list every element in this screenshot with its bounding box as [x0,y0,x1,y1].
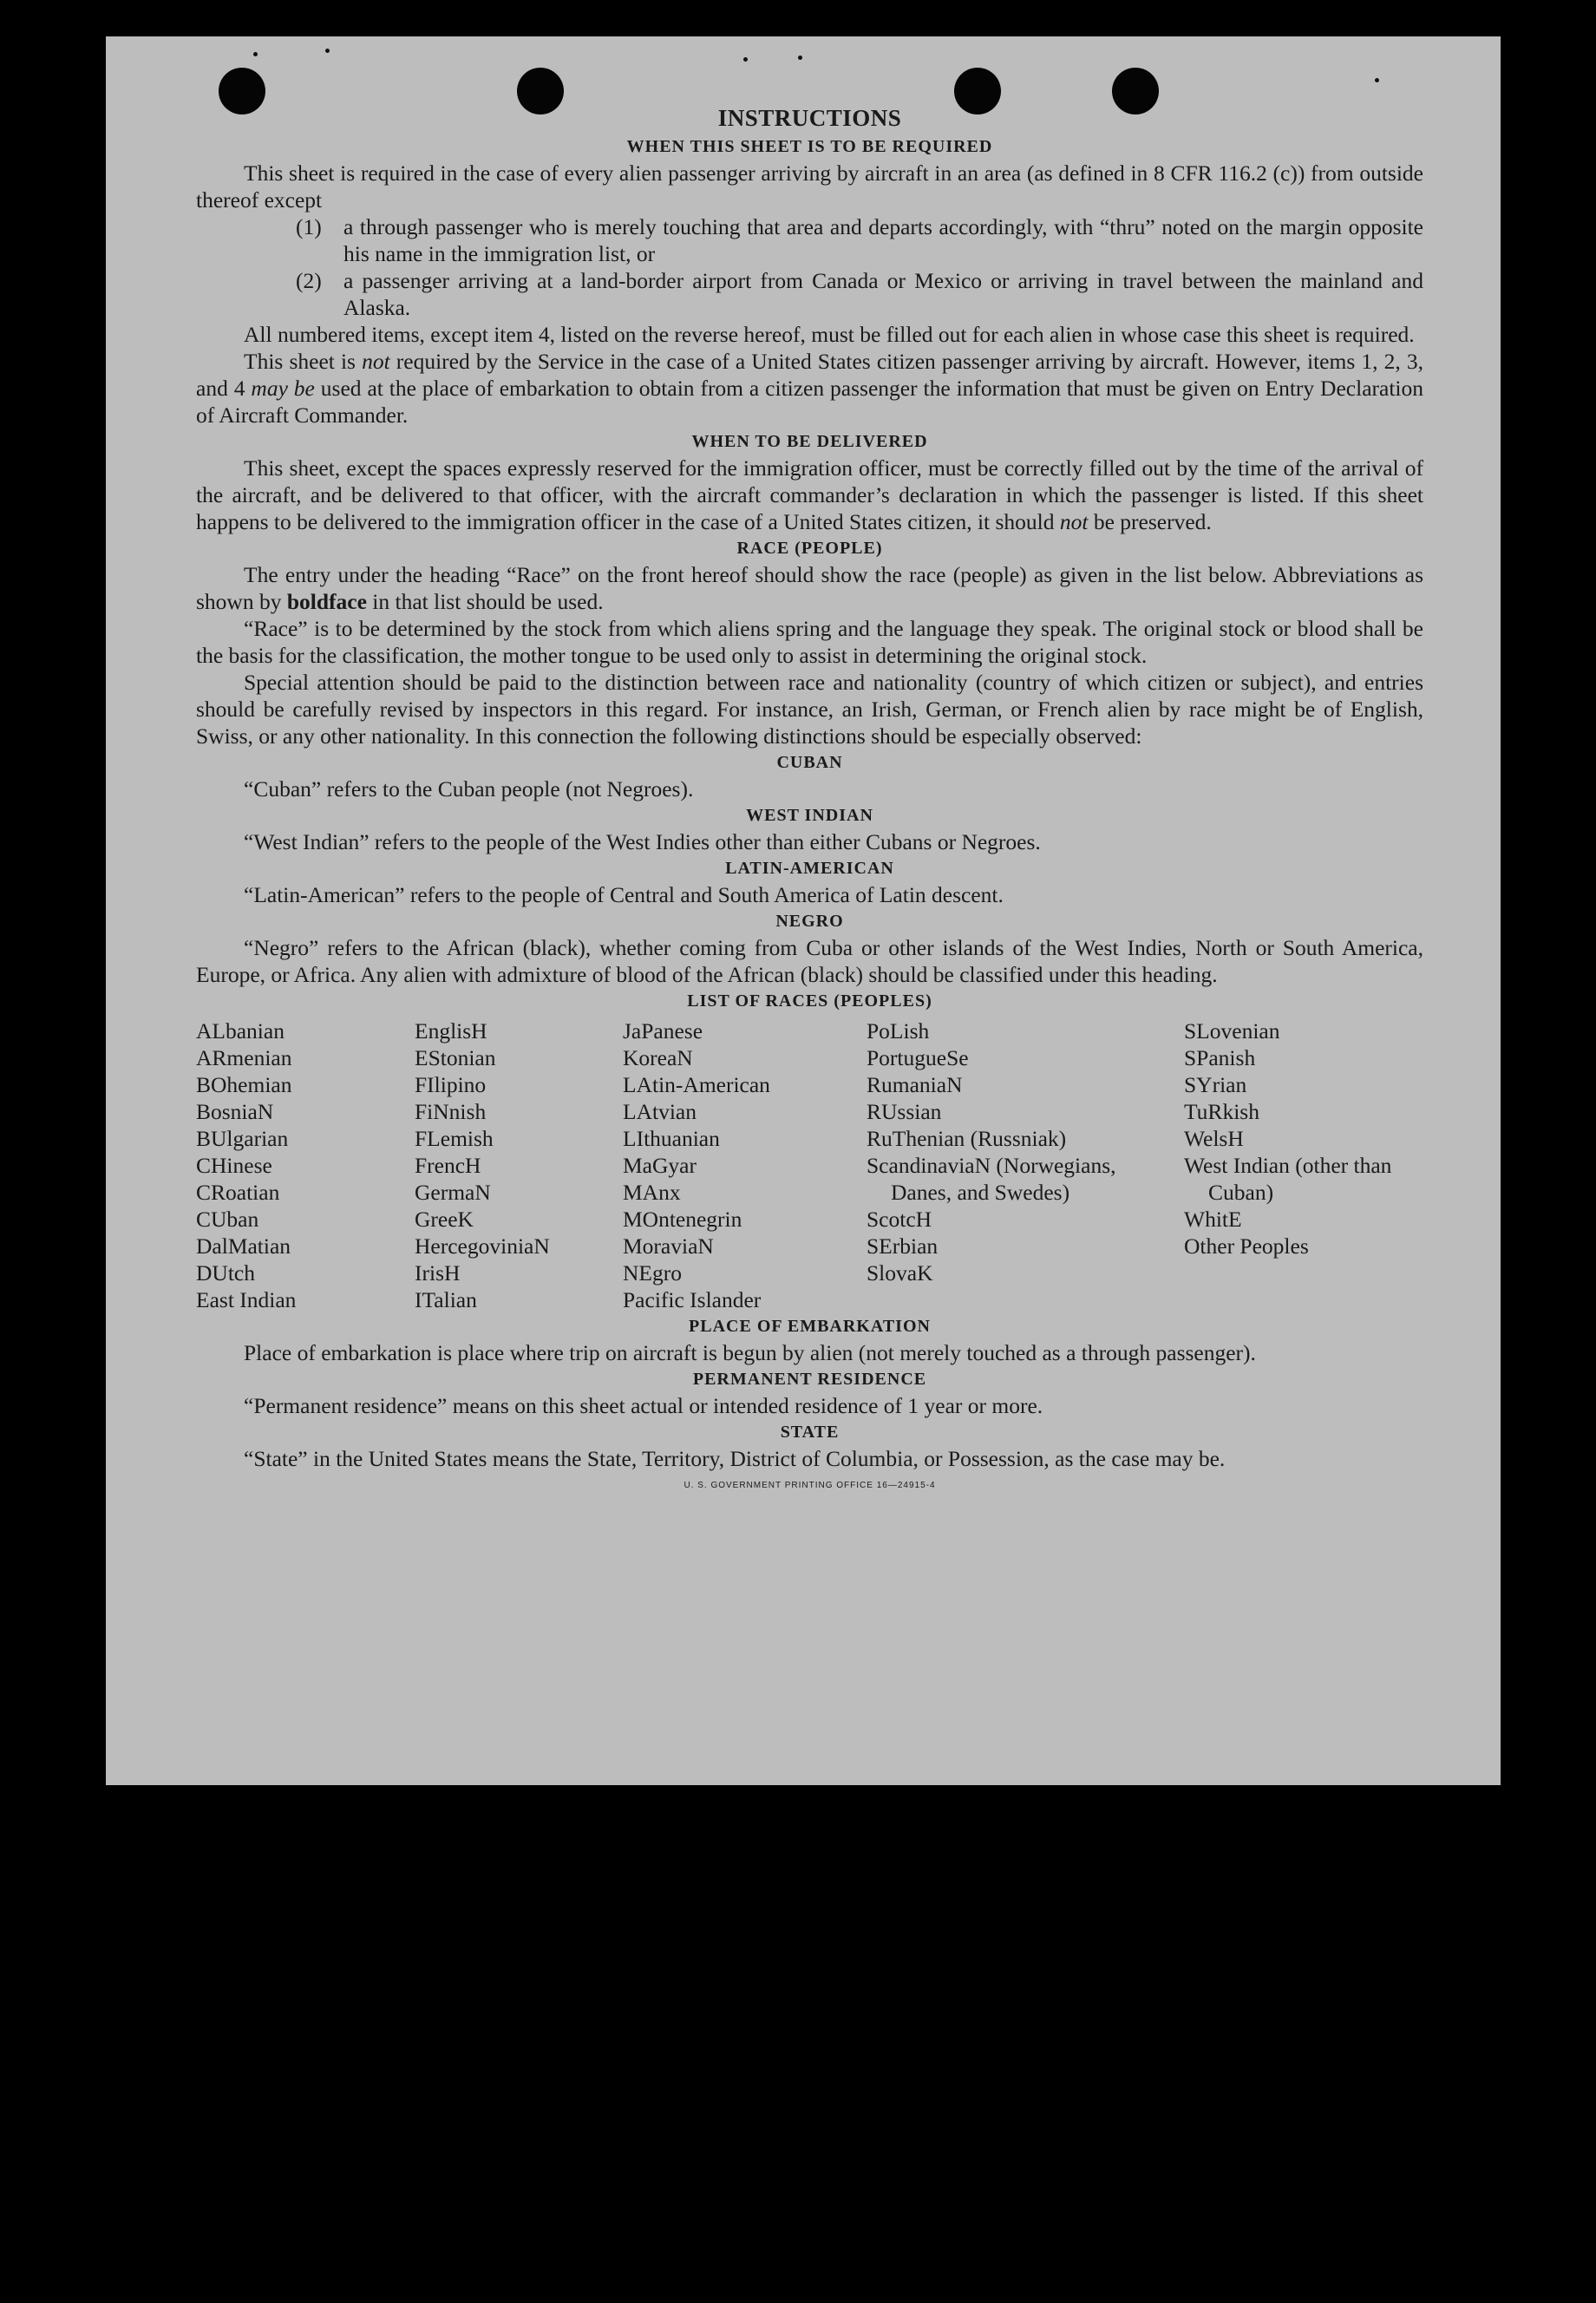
paragraph: Special attention should be paid to the distinction between race and nationality (country of which citizen or subject), and entries should be carefully revised by inspectors in this regard. For instance, an Irish, German, or French alien by race might be of English, Swiss, or any other nationality. In this connection the following distinctions should be especially observed: [196,670,1423,749]
race-entry: FIlipino [415,1072,487,1097]
race-entry: West Indian (other than Cuban) [1184,1153,1392,1205]
heading-race: RACE (PEOPLE) [736,539,883,558]
race-entry: Pacific Islander [623,1287,762,1312]
text-run: be preserved. [1088,509,1212,534]
paragraph: “Latin-American” refers to the people of Central and South America of Latin descent. [244,882,1004,907]
item-text: a through passenger who is merely touching that area and departs accordingly, with “thru” noted on the margin opposite his name in the immigration list, or [343,214,1423,266]
race-column [415,1017,623,1313]
paragraph: This sheet is required in the case of every alien passenger arriving by aircraft in an area (as defined in 8 CFR 116.2 (c)) from outside thereof except [196,160,1423,213]
race-entry: SYrian [1184,1072,1247,1097]
italic-text: not [362,349,390,374]
race-entry: DUtch [196,1260,255,1286]
paragraph [196,348,1423,429]
text-run: required by the Service in the case of a United States citizen passenger arriving by aircraft. However, items 1, 2, 3, and 4 [196,349,1423,401]
race-entry: GreeK [415,1207,474,1232]
race-entry: TuRkish [1184,1099,1259,1124]
race-entry: MoraviaN [623,1233,714,1259]
bold-text: boldface [286,589,367,614]
text-run: This sheet, except the spaces expressly reserved for the immigration officer, must be correctly filled out by the time of the arrival of the aircraft, and be delivered to that officer, with the aircraft commander’s declaration in which the passenger is listed. If this sheet happens to be delivered to the immigration officer in the case of a United States citizen, it should [196,455,1423,534]
race-entry: SErbian [867,1233,939,1259]
document-sheet [106,36,1501,1785]
race-list [196,1017,1423,1313]
race-column [196,1017,415,1313]
text-run: used at the place of embarkation to obtain from a citizen passenger the information that must be given on Entry Declaration of Aircraft Commander. [196,376,1423,428]
item-text: a passenger arriving at a land-border airport from Canada or Mexico or arriving in travel between the mainland and Alaska. [343,268,1423,320]
heading-place-of-embarkation: PLACE OF EMBARKATION [689,1317,931,1336]
race-entry: BosniaN [196,1099,274,1124]
heading-list-of-races: LIST OF RACES (PEOPLES) [687,991,932,1011]
race-entry: EnglisH [415,1018,487,1044]
race-entry: GermaN [415,1180,491,1205]
race-entry: JaPanese [623,1018,703,1044]
race-entry: ScandinaviaN (Norwegians, Danes, and Swedes) [867,1153,1116,1205]
race-column [623,1017,867,1313]
speck [798,56,802,60]
race-entry: SlovaK [867,1260,933,1286]
race-entry: NEgro [623,1260,682,1286]
text-run: This sheet is [244,349,363,374]
race-column [867,1017,1184,1313]
paragraph: “Permanent residence” means on this sheet actual or intended residence of 1 year or more. [244,1393,1043,1418]
race-entry: WhitE [1184,1207,1242,1232]
instructions-text [196,102,1423,1499]
race-entry: ITalian [415,1287,477,1312]
text-run: in that list should be used. [366,589,604,614]
item-number: (1) [296,214,322,239]
race-entry: SPanish [1184,1045,1256,1070]
race-entry: BOhemian [196,1072,292,1097]
heading-when-delivered: WHEN TO BE DELIVERED [691,432,928,451]
race-entry: FrencH [415,1153,481,1178]
race-entry: RumaniaN [867,1072,963,1097]
race-entry: HercegoviniaN [415,1233,550,1259]
paragraph [196,561,1423,615]
race-entry: RUssian [867,1099,942,1124]
race-entry: CRoatian [196,1180,280,1205]
paragraph: “State” in the United States means the State, Territory, District of Columbia, or Possession, as the case may be. [244,1446,1226,1471]
race-entry: LAtvian [623,1099,697,1124]
race-entry: BUlgarian [196,1126,289,1151]
race-entry: LIthuanian [623,1126,720,1151]
race-entry: CHinese [196,1153,272,1178]
italic-text: not [1059,509,1089,534]
race-entry: EStonian [415,1045,496,1070]
race-entry: Other Peoples [1184,1233,1309,1259]
paragraph: “Race” is to be determined by the stock from which aliens spring and the language they speak. The original stock or blood shall be the basis for the classification, the mother tongue to be used only to assist in determining the original stock. [196,616,1423,668]
race-entry: DalMatian [196,1233,291,1259]
heading-cuban: CUBAN [776,753,843,772]
heading-permanent-residence: PERMANENT RESIDENCE [692,1370,927,1389]
race-entry: FLemish [415,1126,494,1151]
race-entry: LAtin-American [623,1072,770,1097]
race-entry: MOntenegrin [623,1207,742,1232]
exception-item [196,267,1423,321]
race-entry: KoreaN [623,1045,693,1070]
paragraph: “Negro” refers to the African (black), whether coming from Cuba or other islands of the West Indies, North or South America, Europe, or Africa. Any alien with admixture of blood of the African (black) should be classified under this heading. [196,935,1423,987]
heading-latin-american: LATIN-AMERICAN [725,859,894,878]
race-column [1184,1017,1423,1313]
speck [253,52,258,56]
speck [1375,78,1379,82]
race-entry: MAnx [623,1180,681,1205]
text-run: The entry under the heading “Race” on the front hereof should show the race (people) as given in the list below. Abbreviations as shown by [196,562,1423,614]
race-entry: MaGyar [623,1153,697,1178]
race-entry: SLovenian [1184,1018,1280,1044]
item-number: (2) [296,268,322,293]
speck [325,49,330,53]
heading-state: STATE [780,1423,840,1442]
printer-imprint: U. S. GOVERNMENT PRINTING OFFICE 16—24915-4 [684,1481,936,1490]
race-entry: PoLish [867,1018,930,1044]
heading-west-indian: WEST INDIAN [746,806,873,825]
race-entry: RuThenian (Russniak) [867,1126,1067,1151]
paragraph: All numbered items, except item 4, listed on the reverse hereof, must be filled out for each alien in whose case this sheet is required. [244,322,1415,347]
exception-item [196,213,1423,267]
paragraph: “Cuban” refers to the Cuban people (not Negroes). [244,776,694,801]
race-entry: East Indian [196,1287,297,1312]
race-entry: CUban [196,1207,259,1232]
race-entry: WelsH [1184,1126,1244,1151]
race-entry: FiNnish [415,1099,487,1124]
heading-negro: NEGRO [775,912,844,931]
paragraph: “West Indian” refers to the people of the West Indies other than either Cubans or Negroes. [244,829,1041,854]
race-entry: ALbanian [196,1018,285,1044]
race-entry: ScotcH [867,1207,932,1232]
italic-text: may be [251,376,315,401]
race-entry: IrisH [415,1260,461,1286]
race-entry: PortugueSe [867,1045,969,1070]
race-entry: ARmenian [196,1045,292,1070]
paragraph: Place of embarkation is place where trip on aircraft is begun by alien (not merely touched as a through passenger). [244,1340,1256,1365]
heading-when-required: WHEN THIS SHEET IS TO BE REQUIRED [626,137,993,156]
page-title: INSTRUCTIONS [717,105,902,131]
paragraph [196,455,1423,535]
speck [743,57,748,62]
